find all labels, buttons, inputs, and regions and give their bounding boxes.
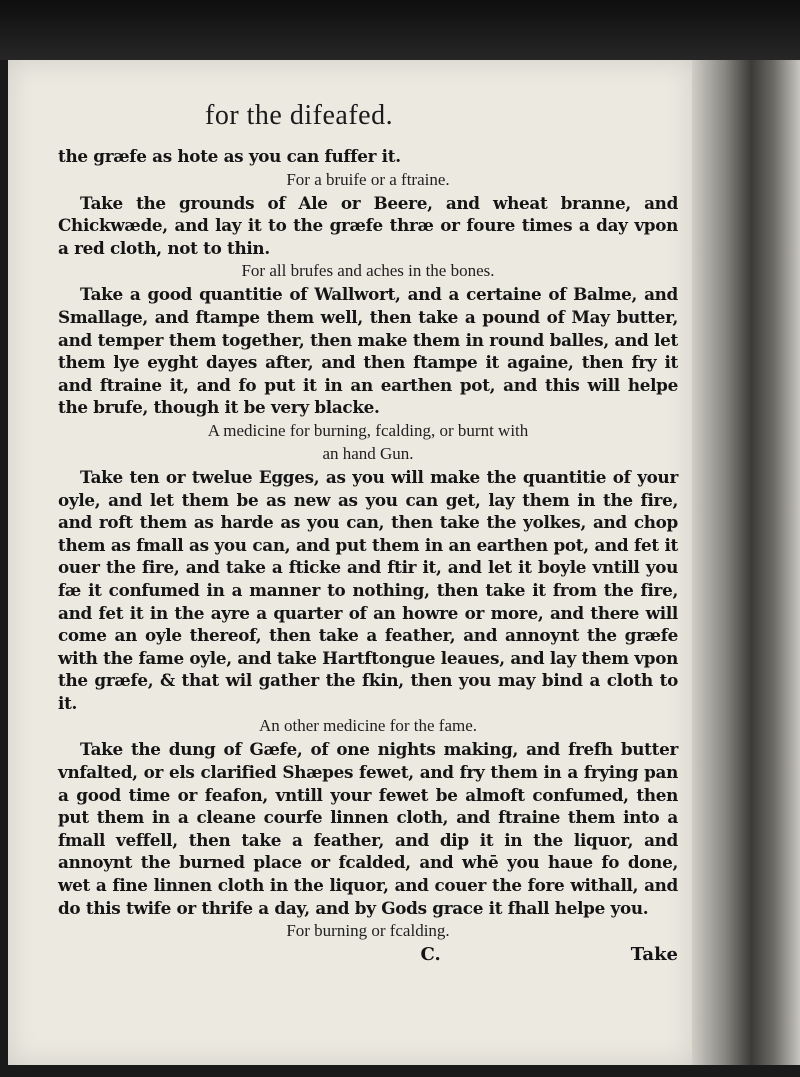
paragraph-brufes-aches: Take a good quantitie of Wallwort, and a certaine of Balme, and Smallage, and ftampe them well, then take a pound of May butter, and temper them together, then make them in round balles, and let them lye eyght dayes after, and then ftampe it againe, then fry it and ftraine it, and fo put it in an earthen pot, and this will helpe the brufe, though it be very blacke. — [58, 284, 678, 418]
heading-burning-line2: an hand Gun. — [322, 443, 414, 463]
page-foot — [58, 944, 678, 965]
running-head: for the difeafed. — [205, 100, 394, 131]
heading-other-medicine: An other medicine for the fame. — [258, 716, 478, 736]
page-text — [58, 145, 678, 965]
paragraph-bruife: Take the grounds of Ale or Beere, and wheat branne, and Chickwæde, and lay it to the græfe thræ or foure times a day vpon a red cloth, not to thin. — [58, 192, 678, 258]
heading-brufes-aches: For all brufes and aches in the bones. — [241, 261, 495, 281]
book-gutter — [692, 60, 800, 1065]
continued-line: the græfe as hote as you can fuffer it. — [58, 146, 401, 166]
paragraph-other-medicine: Take the dung of Gæfe, of one nights making, and frefh butter vnfalted, or els clarified Shæpes fewet, and fry them in a frying pan a good time or feafon, vntill your fewet be almoft confumed, then put them in a cleane courfe linnen cloth, and ftraine them into a fmall veffell, then take a feather, and dip it in the liquor, and annoynt the burned place or fcalded, and whē you haue fo done, wet a fine linnen cloth in the liquor, and couer the fore withall, and do this twife or thrife a day, and by Gods grace it fhall helpe you. — [58, 739, 678, 918]
scan-background — [0, 0, 800, 60]
paragraph-burning: Take ten or twelue Egges, as you will make the quantitie of your oyle, and let them be as new as you can get, lay them in the fire, and roft them as harde as you can, then take the yolkes, and chop them as fmall as you can, and put them in an earthen pot, and fet it ouer the fire, and take a fticke and ftir it, and let it boyle vntill you fæ it confumed in a manner to nothing, then take it from the fire, and fet it in the ayre a quarter of an howre or more, and there will come an oyle thereof, then take a feather, and annoynt the græfe with the fame oyle, and take Hartftongue leaues, and lay them vpon the græfe, & that wil gather the fkin, then you may bind a cloth to it. — [58, 466, 678, 713]
heading-burning-line1: A medicine for burning, fcalding, or burnt with — [207, 420, 529, 440]
signature-mark: C. — [420, 944, 441, 966]
heading-burning-fcalding: For burning or fcalding. — [286, 921, 450, 941]
heading-bruife: For a bruife or a ftraine. — [286, 169, 450, 189]
catchword: Take — [630, 944, 678, 966]
